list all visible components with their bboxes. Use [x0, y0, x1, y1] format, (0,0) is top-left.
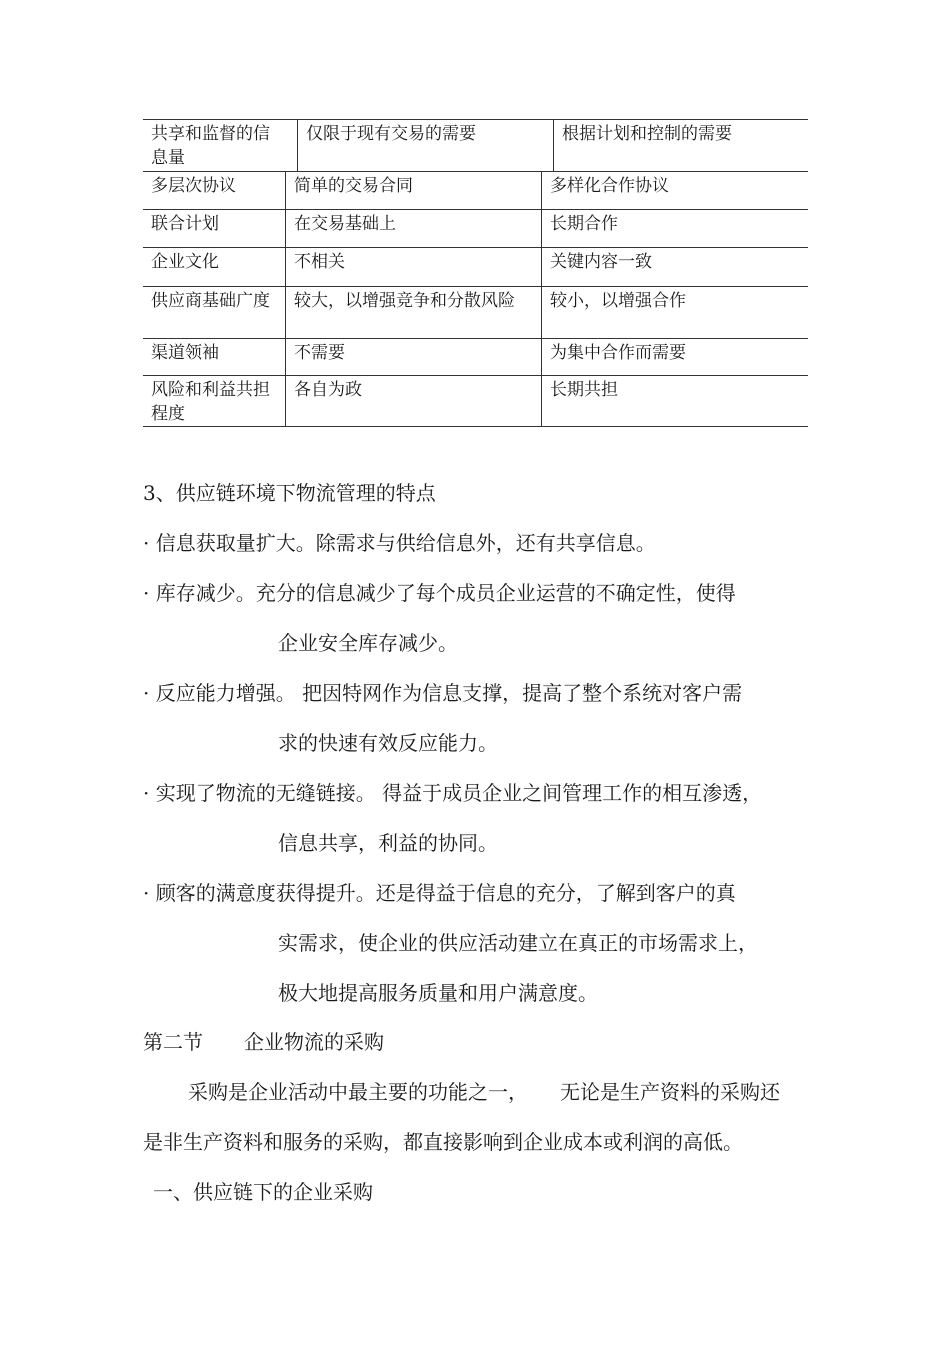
paragraph-line: 是非生产资料和服务的采购，都直接影响到企业成本或利润的高低。	[143, 1130, 743, 1154]
paragraph-line: 无论是生产资料的采购还	[560, 1080, 780, 1104]
table-cell: 关键内容一致	[541, 248, 808, 286]
table-cell: 长期共担	[541, 376, 808, 426]
table-cell: 多样化合作协议	[541, 172, 808, 209]
table-row	[143, 375, 808, 426]
bullet-item: · 实现了物流的无缝链接。 得益于成员企业之间管理工作的相互渗透，	[143, 781, 763, 805]
table-cell: 企业文化	[151, 252, 219, 272]
section-title: 企业物流的采购	[244, 1030, 384, 1054]
table-cell: 不相关	[285, 248, 541, 286]
table-row	[143, 209, 808, 247]
bullet-continuation: 企业安全库存减少。	[278, 631, 458, 655]
table-row	[143, 338, 808, 375]
table-cell: 共享和监督的信息量	[151, 124, 270, 168]
section-heading: 3、供应链环境下物流管理的特点	[143, 481, 436, 505]
table-cell: 不需要	[285, 339, 541, 375]
comparison-table	[143, 119, 808, 427]
table-cell: 各自为政	[285, 376, 541, 426]
table-row	[143, 286, 808, 338]
table-cell: 简单的交易合同	[285, 172, 541, 209]
bullet-continuation: 极大地提高服务质量和用户满意度。	[278, 981, 598, 1005]
bullet-continuation: 求的快速有效反应能力。	[278, 731, 498, 755]
table-cell: 多层次协议	[151, 176, 236, 196]
paragraph-line: 采购是企业活动中最主要的功能之一，	[188, 1080, 528, 1104]
table-cell: 在交易基础上	[285, 210, 541, 247]
table-cell: 仅限于现有交易的需要	[297, 120, 553, 171]
subsection-heading: 一、供应链下的企业采购	[153, 1180, 373, 1204]
table-row	[143, 247, 808, 286]
table-cell: 供应商基础广度	[151, 291, 270, 311]
bullet-item: · 反应能力增强。 把因特网作为信息支撑，提高了整个系统对客户需	[143, 681, 743, 705]
table-cell: 较小，以增强合作	[541, 287, 808, 338]
bullet-item: · 库存减少。充分的信息减少了每个成员企业运营的不确定性，使得	[143, 581, 736, 605]
table-cell: 为集中合作而需要	[541, 339, 808, 375]
bullet-continuation: 实需求，使企业的供应活动建立在真正的市场需求上，	[278, 931, 758, 955]
bullet-item: · 顾客的满意度获得提升。还是得益于信息的充分，了解到客户的真	[143, 881, 736, 905]
table-cell: 较大，以增强竞争和分散风险	[285, 287, 541, 338]
table-cell: 风险和利益共担程度	[151, 380, 270, 424]
table-bottom-border	[143, 426, 808, 427]
section-number: 第二节	[143, 1030, 203, 1054]
table-row	[143, 171, 808, 209]
table-cell: 长期合作	[541, 210, 808, 247]
table-cell: 渠道领袖	[151, 343, 219, 363]
bullet-continuation: 信息共享，利益的协同。	[278, 831, 498, 855]
table-row	[143, 119, 808, 171]
bullet-item: · 信息获取量扩大。除需求与供给信息外，还有共享信息。	[143, 531, 656, 555]
table-cell: 根据计划和控制的需要	[553, 120, 808, 171]
table-cell: 联合计划	[151, 214, 219, 234]
